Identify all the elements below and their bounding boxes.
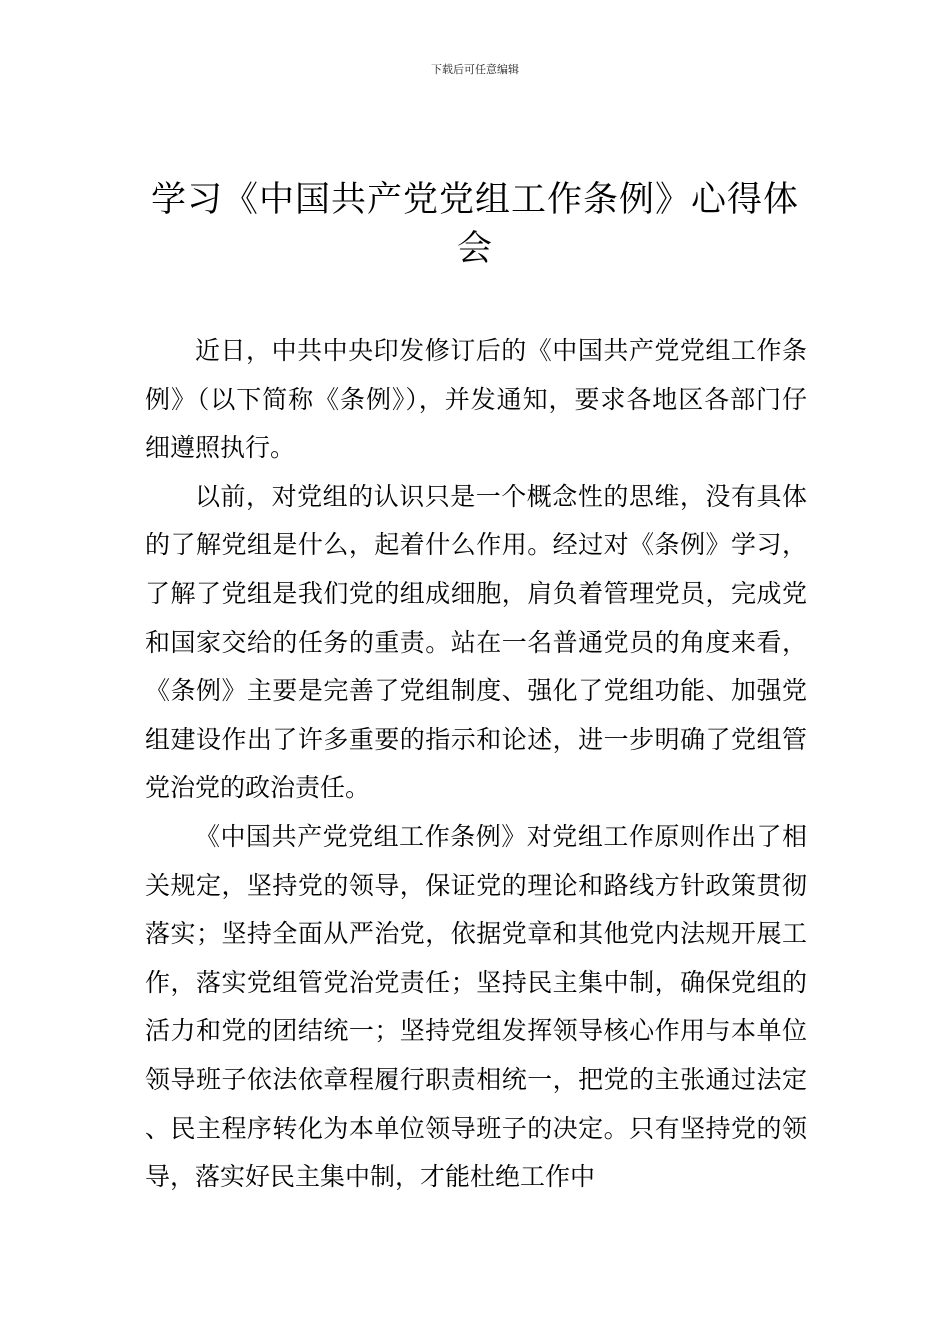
paragraph-1: 近日，中共中央印发修订后的《中国共产党党组工作条例》（以下简称《条例》），并发通知，要求各地区各部门仔细遵照执行。 [145,336,807,463]
header-note: 下载后可任意编辑 [431,63,519,76]
document-title: 学习《中国共产党党组工作条例》心得体会 [150,180,799,269]
paragraph-3: 《中国共产党党组工作条例》对党组工作原则作出了相关规定，坚持党的领导，保证党的理论和路线方针政策贯彻落实；坚持全面从严治党，依据党章和其他党内法规开展工作，落实党组管党治党责任；坚持民主集中制，确保党组的活力和党的团结统一；坚持党组发挥领导核心作用与本单位领导班子依法依章程履行职责相统一，把党的主张通过法定、民主程序转化为本单位领导班子的决定。只有坚持党的领导，落实好民主集中制，才能杜绝工作中 [145,821,807,1192]
paragraph-2: 以前，对党组的认识只是一个概念性的思维，没有具体的了解党组是什么，起着什么作用。经过对《条例》学习，了解了党组是我们党的组成细胞，肩负着管理党员，完成党和国家交给的任务的重责。站在一名普通党员的角度来看，《条例》主要是完善了党组制度、强化了党组功能、加强党组建设作出了许多重要的指示和论述，进一步明确了党组管党治党的政治责任。 [145,481,807,803]
document-body [145,327,807,1202]
